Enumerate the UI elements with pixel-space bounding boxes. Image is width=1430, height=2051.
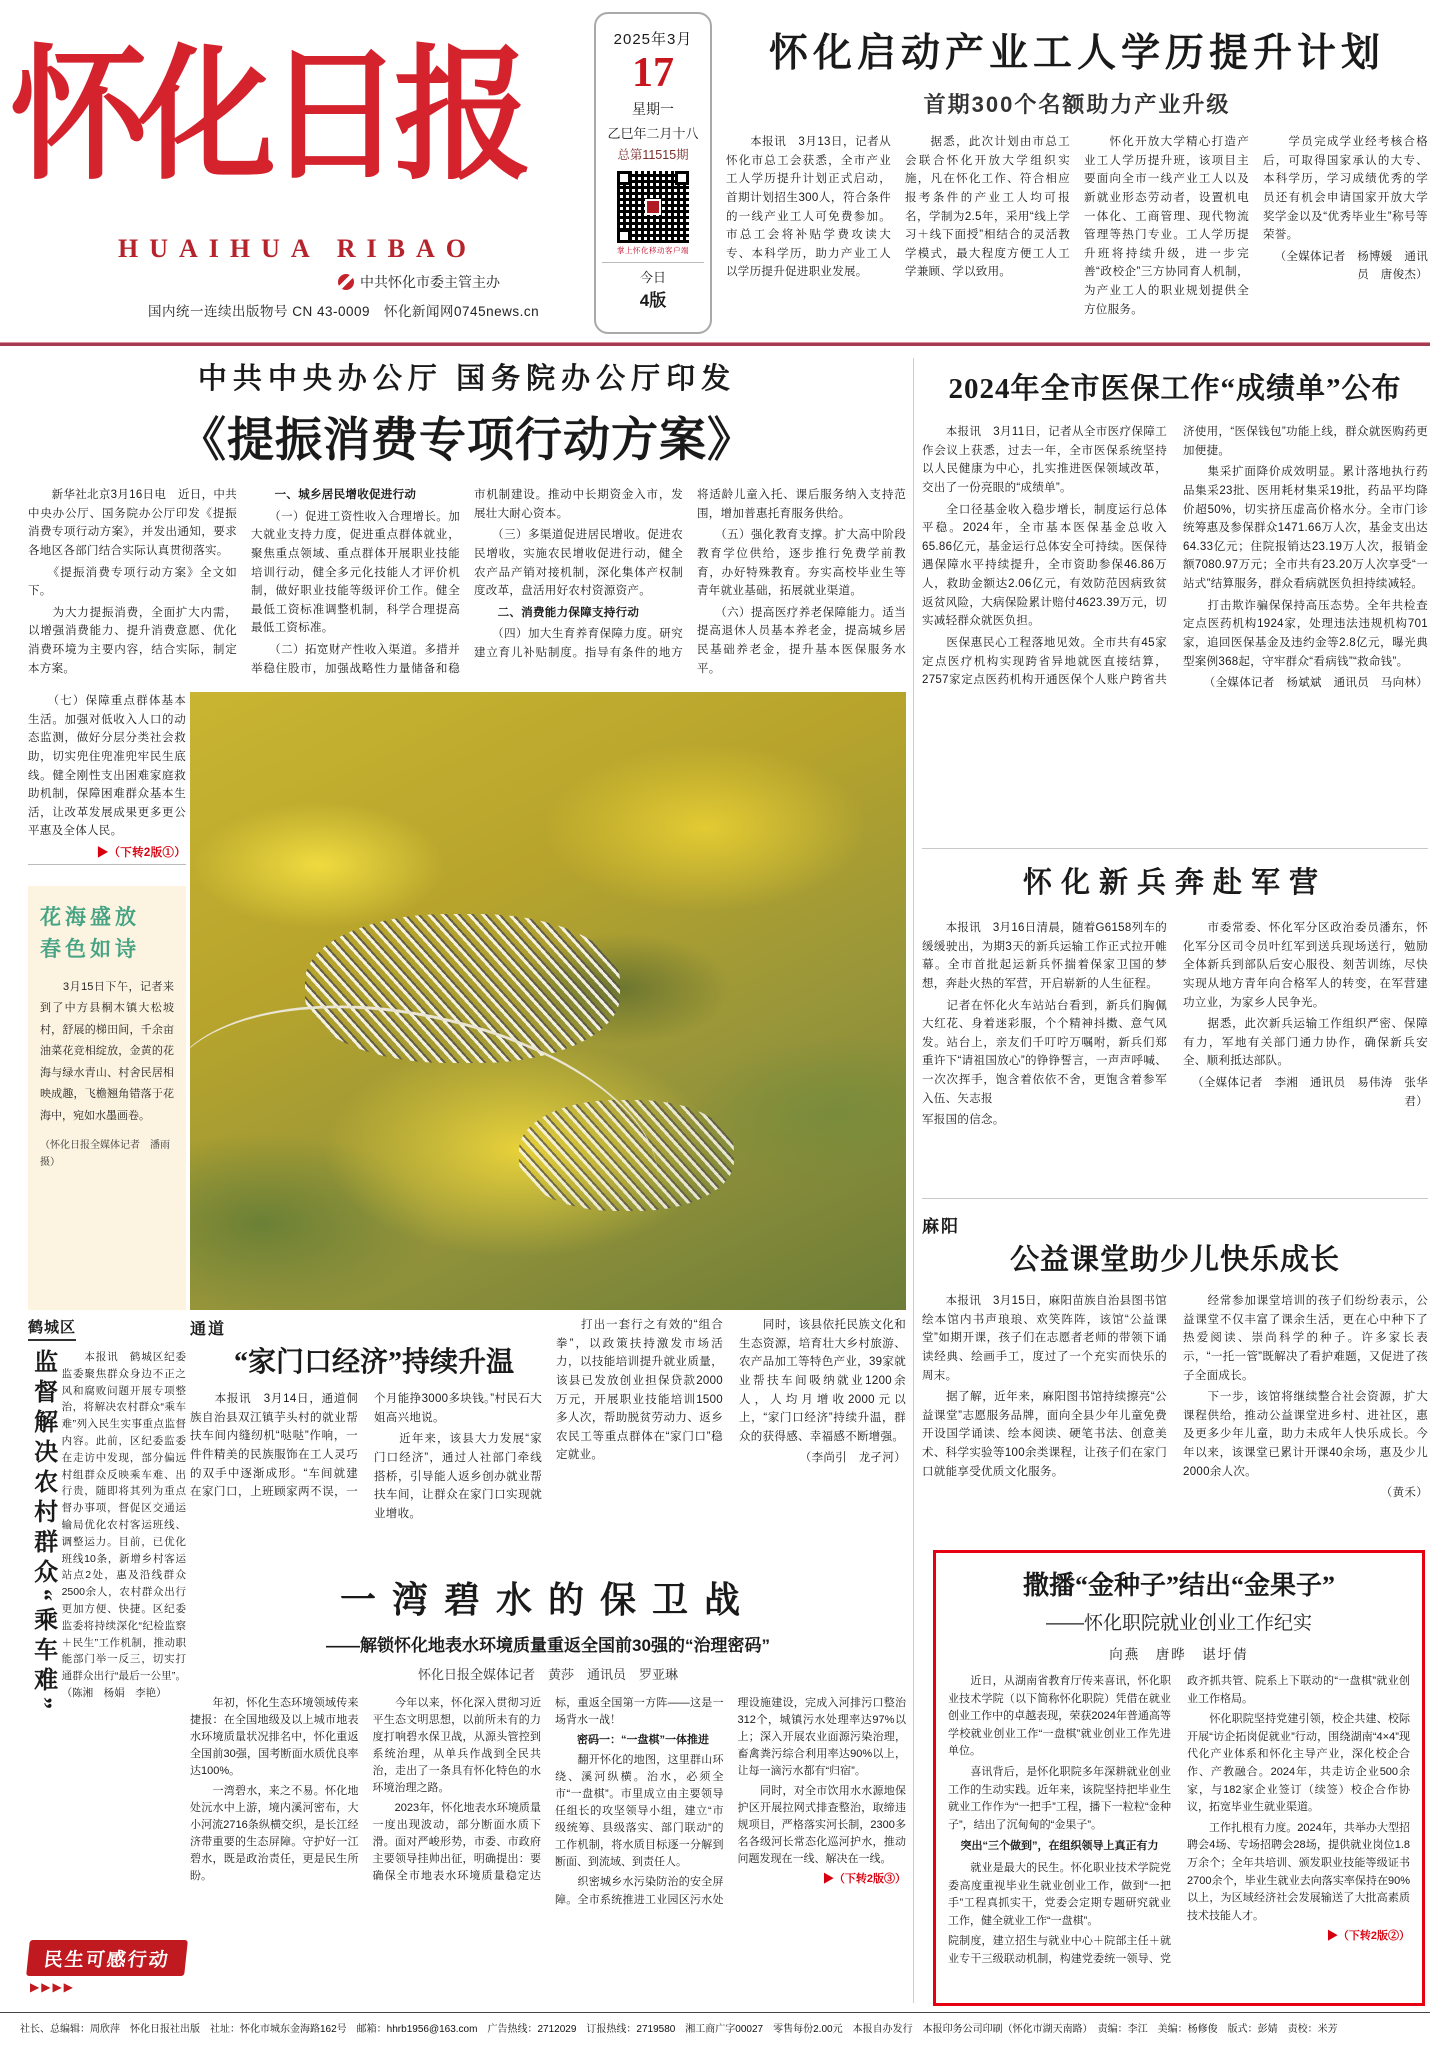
article-body — [190, 1695, 906, 2013]
qr-finder-icon — [675, 171, 689, 185]
article-doorstep-economy — [190, 1316, 906, 1566]
paragraph: 本报讯 3月15日，麻阳苗族自治县图书馆绘本馆内书声琅琅、欢笑阵阵，该馆“公益课堂”如期开课，孩子们在志愿者老师的带领下诵读经典、绘画手工，度过了一个充实而快乐的周末。 — [922, 1295, 1167, 1382]
article-continuation — [28, 692, 186, 865]
paragraph: （一）促进工资性收入合理增长。加大就业支持力度，促进重点群体就业，聚焦重点领域、重点群体开展职业技能培训行动，健全多元化技能人才评价机制，做好职业技能等级评价工作。健全最低工资标准调整机制，科学合理提高最低工资标准。 — [251, 510, 460, 635]
qr-logo-icon — [645, 199, 661, 215]
article-byline: 怀化日报全媒体记者 黄莎 通讯员 罗亚琳 — [417, 1667, 678, 1682]
article-byline: （黄禾） — [1380, 1487, 1428, 1500]
issn-line: 国内统一连续出版物号 CN 43-0009 怀化新闻网0745news.cn — [148, 304, 540, 319]
article-kicker: 中共中央办公厅 国务院办公厅印发 — [197, 363, 737, 395]
footer-imprint: 社长、总编辑：周欣萍 怀化日报社出版 社址：怀化市城东金海路162号 邮箱：hhrb1956@163.com 广告热线：2712029 订报热线：2719580 湘工商广字00027 零售每份2.00元 本报自办发行 本报印务公司印刷（怀化市湖天南路） 责编：李江 美编：杨修俊 版式：彭婧 责校：米芳 — [20, 2024, 1338, 2035]
paragraph: 织密城乡水污染防治的安全屏障。全市系统推进工业园区污水处理设施建设，完成入河排污口整治312个，城镇污水处理率达97%以上；深入开展农业面源污染治理，畜禽粪污综合利用率达90%以上，让每一滴污水都有“归宿”。 — [555, 1697, 906, 1906]
paragraph: 怀化开放大学精心打造产业工人学历提升班，该项目主要面向全市一线产业工人以及新就业形态劳动者，设置机电一体化、工商管理、现代物流管理等热门专业。工人学历提升班将持续升级，进一步完善“政校企”三方协同育人机制，为产业工人的职业规划提供全方位服务。 — [1084, 136, 1249, 316]
region-label: 鹤城区 — [28, 1316, 76, 1341]
article-body — [922, 919, 1428, 1191]
paragraph: （六）提高医疗养老保障能力。适当提高退休人员基本养老金，提高城乡居民基础养老金，提升基本医保服务水平。 — [697, 606, 906, 675]
jump-to-page-marker: ▶（下转2版②） — [1326, 1930, 1410, 1943]
paragraph: 院制度，建立招生与就业中心＋院部主任＋就业专干三级联动机制，构建党委统一领导、党政齐抓共管、院系上下联动的“一盘棋”就业创业工作格局。 — [948, 1675, 1410, 1965]
article-public-classroom — [922, 1212, 1428, 1528]
region-label: 麻阳 — [922, 1217, 960, 1236]
jump-to-page-marker: ▶（下转2版①） — [96, 847, 186, 859]
paragraph: 本报讯 3月16日清晨，随着G6158列车的缓缓驶出，为期3天的新兵运输工作正式拉开帷幕。全市首批起运新兵怀揣着保家卫国的梦想，奔赴火热的军营，开启崭新的人生征程。 — [922, 922, 1167, 990]
page-count: 4版 — [639, 291, 667, 311]
article-body — [948, 1673, 1410, 1999]
article-headline: 2024年全市医保工作“成绩单”公布 — [948, 373, 1402, 405]
qr-finder-icon — [617, 171, 631, 185]
article-body — [922, 423, 1428, 821]
paragraph: 市委常委、怀化军分区政治委员潘东，怀化军分区司令员叶红军到送兵现场送行，勉励全体新兵到部队后安心服役、刻苦训练，尽快实现从地方青年向合格军人的转变，在军营建功立业，为家乡人民争光。 — [1183, 922, 1428, 1009]
party-logo-icon — [338, 274, 354, 290]
paragraph: 下一步，该馆将继续整合社会资源，扩大课程供给，推动公益课堂进乡村、进社区，惠及更多少年儿童，助力未成年人快乐成长。今年以来，该课堂已累计开课40余场，惠及少儿2000余人次。 — [1183, 1391, 1428, 1478]
organizer-text: 中共怀化市委主管主办 — [360, 274, 500, 290]
section-head: 一、城乡居民增收促进行动 — [251, 489, 417, 501]
article-byline: 向燕 唐晔 谌圩倩 — [1109, 1647, 1249, 1662]
article-body — [28, 486, 906, 704]
article-body-left — [190, 1390, 542, 1562]
paragraph: 《提振消费专项行动方案》全文如下。 — [28, 566, 237, 598]
section-head: 突出“三个做到”，在组织领导上真正有力 — [960, 1840, 1159, 1853]
paragraph: 近日，从湖南省教育厅传来喜讯，怀化职业技术学院（以下简称怀化职院）凭借在就业创业工作中的卓越表现，荣获2024年普通高等学校就业创业工作“一盘棋”就业创业工作先进单位。 — [948, 1675, 1171, 1758]
paragraph: 学员完成学业经考核合格后，可取得国家承认的大专、本科学历，学习成绩优秀的学员还有机会申请国家开放大学奖学金以及“优秀毕业生”称号等荣誉。 — [1263, 136, 1428, 242]
datebox-divider — [602, 262, 705, 263]
caption-title-line2: 春色如诗 — [40, 936, 140, 961]
article-new-recruits — [922, 860, 1428, 1191]
paragraph: （四）加大生育养育保障力度。研究建立育儿补贴制度。指导有条件的地方将适龄儿童入托、课后服务纳入支持范围，增加普惠托育服务供给。 — [474, 489, 906, 659]
paragraph: 经常参加课堂培训的孩子们纷纷表示，公益课堂不仅丰富了课余生活，更在心中种下了热爱阅读、崇尚科学的种子。许多家长表示，“一托一管”既解决了看护难题，又促进了孩子全面成长。 — [1183, 1295, 1428, 1382]
article-byline: （全媒体记者 李湘 通讯员 易伟涛 张华君） — [1192, 1077, 1428, 1108]
article-subtitle: ——怀化职院就业创业工作纪实 — [1045, 1613, 1312, 1634]
paragraph: 2023年，怀化地表水环境质量一度出现波动，部分断面水质下滑。面对严峻形势，市委、市政府主要领导挂帅出征，明确提出：要确保全市地表水环境质量稳定达标，重返全国第一方阵——这是一场背水一战！ — [372, 1697, 724, 1883]
article-headline: 《提振消费专项行动方案》 — [179, 415, 755, 467]
paragraph: 今年以来，怀化深入贯彻习近平生态文明思想，以前所未有的力度打响碧水保卫战，从源头管控到系统治理，从单兵作战到全民共治，走出了一条具有怀化特色的水环境治理之路。 — [372, 1697, 541, 1795]
paragraph: 本报讯 3月14日，通道侗族自治县双江镇芋头村的就业帮扶车间内缝纫机“哒哒”作响，一件件精美的民族服饰在工人灵巧的双手中逐渐成形。“车间就建在家门口，上班顾家两不误，一个月能挣3000多块钱。”村民石大姐高兴地说。 — [190, 1393, 542, 1499]
caption-body: 3月15日下午，记者来到了中方县桐木镇大松坡村，舒展的梯田间，千余亩油菜花竞相绽放，金黄的花海与绿水青山、村舍民居相映成趣，飞檐翘角错落于花海中，宛如水墨画卷。 — [40, 981, 174, 1122]
article-rural-transport — [28, 1316, 186, 1930]
paragraph: （二）拓宽财产性收入渠道。多措并举稳住股市，加强战略性力量储备和稳市机制建设。推动中长期资金入市，发展壮大耐心资本。 — [251, 489, 683, 675]
section-divider — [922, 848, 1428, 849]
masthead-title: 怀化日报 — [10, 36, 523, 197]
jump-to-page-marker: ▶（下转2版③） — [822, 1873, 906, 1886]
article-consumption-plan — [28, 356, 906, 859]
feature-box-employment — [933, 1550, 1425, 2006]
organizer-line — [338, 272, 500, 292]
paragraph: 新华社北京3月16日电 近日，中共中央办公厅、国务院办公厅印发《提振消费专项行动方案》，并发出通知，要求各地区各部门结合实际认真贯彻落实。 — [28, 489, 237, 557]
date-box — [594, 12, 712, 334]
paragraph: 医保惠民心工程落地见效。全市共有45家定点医疗机构实现跨省异地就医直接结算，2757家定点医药机构开通医保个人账户跨省共济使用，“医保钱包”功能上线，群众就医购药更加便捷。 — [922, 426, 1428, 687]
article-headline: 怀化新兵奔赴军营 — [1022, 867, 1327, 899]
column-divider — [913, 358, 914, 2003]
article-body — [726, 133, 1428, 345]
date-day: 17 — [632, 50, 674, 96]
article-worker-education — [726, 22, 1428, 345]
masthead-rule — [0, 342, 1430, 346]
footer-rule — [0, 2012, 1430, 2013]
paragraph: （七）保障重点群体基本生活。加强对低收入人口的动态监测，做好分层分类社会救助，切实兜住兜准兜牢民生底线。健全刚性支出困难家庭救助机制，保障困难群众基本生活，让改革发展成果更多更公平惠及全体人民。 — [28, 695, 186, 838]
paragraph: 军报国的信念。 — [922, 1114, 1005, 1127]
paragraph: 怀化职院坚持党建引领，校企共建、校际开展“访企拓岗促就业”行动，围绕湖南“4×4”现代化产业体系和怀化主导产业，深化校企合作、产教融合。2024年，共走访企业500余家，与182家企业签订（续签）校企合作协议，拓宽毕业生就业渠道。 — [1187, 1713, 1410, 1814]
paragraph: 一湾碧水，来之不易。怀化地处沅水中上游，境内溪河密布，大小河流2716条纵横交织，是长江经济带重要的生态屏障。守护好一江碧水，既是政治责任，更是民生所盼。 — [190, 1785, 359, 1883]
region-label: 通道 — [190, 1321, 227, 1338]
paragraph: 工作扎根有力度。2024年，共举办大型招聘会4场、专场招聘会28场，提供就业岗位1.8万余个；全年共培训、颁发职业技能等级证书2700余个，毕业生就业去向落实率保持在90%以上，为区域经济社会发展输送了大批高素质技术技能人才。 — [1187, 1821, 1410, 1922]
paragraph: 本报讯 3月13日，记者从怀化市总工会获悉，全市产业工人学历提升计划正式启动，首期计划招生300人，符合条件的一线产业工人可免费参加。市总工会将补贴学费攻读大专、本科学历，助力产业工人以学历提升促进职业发展。 — [726, 136, 891, 279]
article-medical-insurance — [922, 366, 1428, 821]
article-headline: 公益课堂助少儿快乐成长 — [1009, 1244, 1340, 1276]
issue-number: 总第11515期 — [617, 148, 689, 163]
article-clear-water-battle — [190, 1572, 906, 2013]
photo-credit: （怀化日报全媒体记者 潘雨 摄） — [40, 1140, 180, 1169]
qr-caption: 掌上怀化移动客户端 — [617, 246, 689, 256]
paragraph: 据悉，此次新兵运输工作组织严密、保障有力，军地有关部门通力协作，确保新兵安全、顺利抵达部队。 — [1183, 1018, 1428, 1068]
paragraph: 就业是最大的民生。怀化职业技术学院党委高度重视毕业生就业创业工作，做到“一把手”工程真抓实干，党委会定期专题研究就业工作，健全就业工作“一盘棋”。 — [948, 1861, 1171, 1927]
qr-finder-icon — [617, 229, 631, 243]
paragraph: 据悉，此次计划由市总工会联合怀化开放大学组织实施，凡在怀化工作、符合相应报考条件的产业工人均可报名，学制为2.5年，采用“线上学习＋线下面授”相结合的灵活教学模式，最大程度方便工人工学兼顾、学以致用。 — [905, 136, 1070, 279]
chevron-arrows-icon: ▶▶▶▶ — [30, 1980, 75, 1994]
article-headline-vertical: 监督解决农村群众“乘车难” — [29, 1349, 56, 1715]
article-subtitle: ——解锁怀化地表水环境质量重返全国前30强的“治理密码” — [326, 1636, 770, 1655]
article-subhead: 首期300个名额助力产业升级 — [923, 92, 1231, 117]
masthead-romanized: HUAIHUA RIBAO — [118, 234, 477, 263]
paragraph: 喜讯背后，是怀化职院多年深耕就业创业工作的生动实践。近年来，该院坚持把毕业生就业工作作为“一把手”工程，播下一粒粒“金种子”，结出了沉甸甸的“金果子”。 — [948, 1765, 1171, 1831]
article-headline: 一湾碧水的保卫战 — [339, 1580, 756, 1620]
aerial-photo-rapeseed-village — [190, 692, 906, 1310]
paragraph: 年初，怀化生态环境领域传来捷报：在全国地级及以上城市地表水环境质量状况排名中，怀化重返全国前30强，国考断面水质优良率达100%。 — [190, 1697, 359, 1778]
article-headline: 怀化启动产业工人学历提升计划 — [768, 32, 1385, 75]
paragraph: （五）强化教育支撑。扩大高中阶段教育学位供给，逐步推行免费学前教育，办好特殊教育。夯实高校毕业生等青年就业基础，拓展就业渠道。 — [697, 529, 906, 598]
section-divider — [922, 1198, 1428, 1199]
paragraph: 打击欺诈骗保保持高压态势。全年共检查定点医药机构1924家，处理违法违规机构701家，追回医保基金及违约金等2.8亿元，曝光典型案例368起，守牢群众“看病钱”“救命钱”。 — [1183, 599, 1428, 668]
paragraph: 同时，对全市饮用水水源地保护区开展拉网式排查整治，取缔违规项目，严格落实河长制，2300多名各级河长常态化巡河护水，推动问题发现在一线、解决在一线。 — [737, 1785, 906, 1866]
paragraph: 全口径基金收入稳步增长，制度运行总体平稳。2024年，全市基本医保基金总收入65.86亿元，基金运行总体安全可持续。医保待遇保障水平持续提升，全市资助参保46.86万人，救助金额达2.06亿元，有效防范因病致贫返贫风险，大病保险累计赔付4623.39万元，切实减轻群众就医负担。 — [922, 503, 1167, 628]
caption-title-line1: 花海盛放 — [40, 905, 140, 929]
article-byline: （全媒体记者 杨斌斌 通讯员 马向林） — [1203, 677, 1428, 690]
article-byline: （全媒体记者 杨博媛 通讯员 唐俊杰） — [1274, 250, 1428, 282]
paragraph: 集采扩面降价成效明显。累计落地执行药品集采23批、医用耗材集采19批，药品平均降价超50%，切实挤压虚高价格水分。全市门诊统筹惠及参保群众1471.66万人次，基金支出达64.33亿元；住院报销达23.19万人次，报销金额7080.97万元；全市共有23.20万人次享受“一站式”结算服务，群众看病就医负担持续减轻。 — [1183, 466, 1428, 590]
paragraph: （三）多渠道促进居民增收。促进农民增收，实施农民增收促进行动，健全农产品产销对接机制，深化集体产权制度改革，盘活用好农村资源资产。 — [474, 529, 683, 598]
paragraph: 记者在怀化火车站站台看到，新兵们胸佩大红花、身着迷彩服，个个精神抖擞、意气风发。站台上，亲友们千叮咛万嘱咐，新兵们郑重许下“请祖国放心”的铮铮誓言，一声声呼喊、一次次挥手，饱含着依依不舍，更饱含着参军入伍、矢志报 — [922, 999, 1167, 1105]
paragraph: 打出一套行之有效的“组合拳”，以政策扶持激发市场活力，以技能培训提升就业质量，该县已发放创业担保贷款2000万元，开展职业技能培训1500多人次，帮助脱贫劳动力、返乡农民工等重点群体在“家门口”稳定就业。 — [556, 1319, 723, 1462]
section-head: 二、消费能力保障支持行动 — [474, 606, 640, 619]
date-lunar: 乙巳年二月十八 — [607, 126, 699, 142]
article-body: 本报讯 鹤城区纪委监委聚焦群众身边不正之风和腐败问题开展专项整治，将解决农村群众“乘车难”列入民生实事重点监督内容。此前，区纪委监委在走访中发现，部分偏远村组群众反映乘车难、出行贵，随即将其列为重点督办事项，督促区交通运输局优化农村客运班线、调整运力。目前，已优化班线10条，新增乡村客运站点2处，惠及沿线群众2500余人，农村群众出行更加方便、快捷。区纪委监委将持续深化“纪检监察＋民生”工作机制，推动职能部门举一反三，切实打通群众出行“最后一公里”。（陈湘 杨娟 李艳） — [61, 1351, 186, 1699]
today-label: 今日 — [639, 270, 666, 286]
livelihood-campaign-banner: 民生可感行动 — [26, 1940, 188, 1976]
paragraph: 为大力提振消费，全面扩大内需，以增强消费能力、提升消费意愿、优化消费环境为主要内容，结合实际，制定本方案。 — [28, 606, 237, 675]
paragraph: 同时，该县依托民族文化和生态资源，培育壮大乡村旅游、农产品加工等特色产业，39家就业帮扶车间吸纳就业1200余人，人均月增收2000元以上，“家门口经济”持续升温，群众的获得感、幸福感不断增强。 — [739, 1319, 906, 1443]
article-body-right — [556, 1316, 906, 1562]
article-body — [922, 1292, 1428, 1528]
photo-caption-box — [28, 886, 186, 1310]
paragraph: 本报讯 3月11日，记者从全市医疗保障工作会议上获悉，过去一年，全市医保系统坚持以人民健康为中心，扎实推进医保领域改革，交出了一份亮眼的“成绩单”。 — [922, 426, 1167, 494]
article-byline: （李尚引 龙孑河） — [799, 1452, 906, 1465]
qr-code-icon — [617, 171, 689, 243]
paragraph: 翻开怀化的地图，这里群山环绕、溪河纵横。治水，必须全市“一盘棋”。市里成立由主要领导任组长的攻坚领导小组，建立“市级统筹、县级落实、部门联动”的工作机制，将水质目标逐一分解到断面、到流域、到责任人。 — [555, 1754, 724, 1869]
article-headline: “家门口经济”持续升温 — [233, 1347, 514, 1378]
paragraph: 据了解，近年来，麻阳图书馆持续擦亮“公益课堂”志愿服务品牌，面向全县少年儿童免费开设国学诵读、绘本阅读、硬笔书法、创意美术、科学实验等100余类课程，让孩子们在家门口就能享受优质文化服务。 — [922, 1391, 1167, 1478]
date-weekday: 星期一 — [632, 101, 674, 118]
date-line: 2025年3月 — [613, 31, 693, 48]
article-headline: 撒播“金种子”结出“金果子” — [1022, 1571, 1335, 1600]
paragraph: 近年来，该县大力发展“家门口经济”，通过人社部门牵线搭桥，引导能人返乡创办就业帮扶车间，让群众在家门口实现就业增收。 — [374, 1433, 542, 1520]
section-head: 密码一：“一盘棋”一体推进 — [555, 1734, 709, 1747]
